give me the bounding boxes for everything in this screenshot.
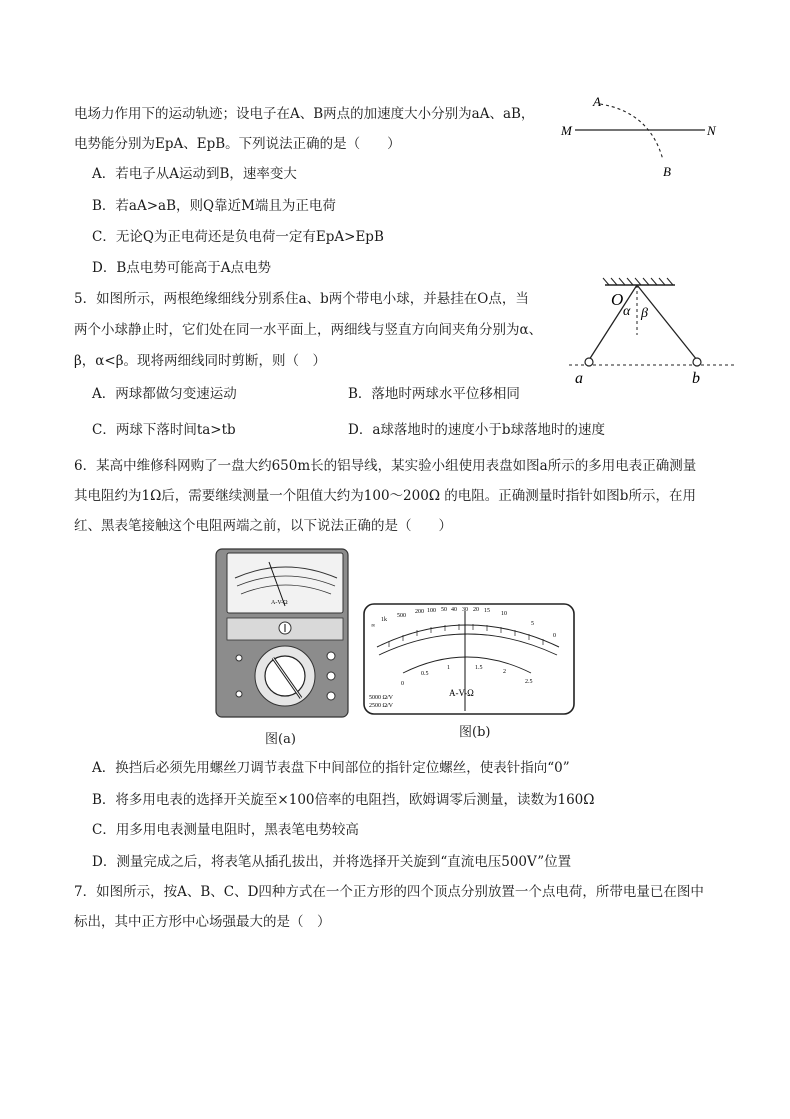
ohm-label-20: 20 [473,607,479,613]
ohm-label-200: 200 [415,609,424,615]
label-beta: β [641,306,648,321]
label-b: B [663,164,671,179]
ohm-label-5: 5 [531,621,534,627]
ohm-label-1k: 1k [381,617,387,623]
ohm-label-10: 10 [501,611,507,617]
q5-line1: 5．如图所示，两根绝缘细线分别系住a、b两个带电小球，并悬挂在O点，当 [74,291,529,307]
q5-line2: 两个小球静止时，它们处在同一水平面上，两细线与竖直方向间夹角分别为α、 [74,322,543,338]
q4-trajectory-figure [555,90,735,185]
ohm-label-500: 500 [397,613,406,619]
v-label-1-5: 1.5 [475,665,483,671]
label-a: A [593,94,601,109]
q4-option-d: D．B点电势可能高于A点电势 [92,260,271,276]
ohm-label-100: 100 [427,608,436,614]
q4-option-b: B．若aA>aB，则Q靠近M端且为正电荷 [92,198,336,214]
v-label-2-5: 2.5 [525,679,533,685]
label-alpha: α [623,304,631,319]
q5-option-d: D．a球落地时的速度小于b球落地时的速度 [348,422,606,438]
caption-a: 图(a) [265,732,296,747]
label-o: O [611,290,624,309]
q4-line2: 电势能分别为EpA、EpB。下列说法正确的是（ ） [74,136,401,152]
q6-line1: 6．某高中维修科网购了一盘大约650m长的铝导线，某实验小组使用表盘如图a所示的多用电表正确测量 [74,458,697,474]
q5-line3: β，α<β。现将两细线同时剪断，则（ ） [74,353,327,369]
label-m: M [561,123,572,138]
string-b [637,285,697,360]
v-label-0: 0 [401,681,404,687]
ohm-label-15: 15 [484,608,490,614]
q7-line2: 标出，其中正方形中心场强最大的是（ ） [74,914,331,930]
sensitivity-2: 2500 Ω/V [369,703,393,709]
trajectory-arc [600,104,663,160]
q5-option-a: A．两球都做匀变速运动 [92,386,237,402]
dial-b-label: A-V-Ω [449,688,474,698]
label-a-ball: a [575,370,583,387]
q6-option-a: A．换挡后必须先用螺丝刀调节表盘下中间部位的指针定位螺丝，使表针指向“0” [92,760,570,776]
ohm-label-0: 0 [553,633,556,639]
sensitivity-1: 5000 Ω/V [369,695,393,701]
label-b-ball: b [692,370,700,387]
ohm-label-inf: ∞ [371,623,376,629]
ohm-label-40: 40 [451,607,457,613]
q4-option-c: C．无论Q为正电荷还是负电荷一定有EpA>EpB [92,229,384,245]
q5-pendulum-figure [565,275,745,390]
v-label-0-5: 0.5 [421,671,429,677]
ball-b [693,358,701,366]
q7-line1: 7．如图所示，按A、B、C、D四种方式在一个正方形的四个顶点分别放置一个点电荷，所带电量已在图中 [74,884,704,900]
q6-option-b: B．将多用电表的选择开关旋至×100倍率的电阻挡，欧姆调零后测量，读数为160Ω [92,792,595,808]
caption-b: 图(b) [459,725,491,740]
q5-option-b: B．落地时两球水平位移相同 [348,386,520,402]
q4-option-a: A．若电子从A运动到B，速率变大 [92,166,297,182]
multimeter-figure-a [215,548,349,720]
q6-option-c: C．用多用电表测量电阻时，黑表笔电势较高 [92,822,359,838]
face-label: A-V-Ω [271,600,288,606]
ball-a [585,358,593,366]
q6-option-d: D．测量完成之后，将表笔从插孔拔出，并将选择开关旋到“直流电压500V”位置 [92,854,572,870]
v-label-1: 1 [447,665,450,671]
q4-line1: 电场力作用下的运动轨迹；设电子在A、B两点的加速度大小分别为aA、aB， [74,106,535,122]
label-n: N [707,123,716,138]
q6-line2: 其电阻约为1Ω后，需要继续测量一个阻值大约为100～200Ω 的电阻。正确测量时指针如图b所示，在用 [74,488,696,504]
dial-figure-b [363,603,575,716]
q6-line3: 红、黑表笔接触这个电阻两端之前，以下说法正确的是（ ） [74,518,452,534]
ohm-label-30: 30 [462,607,468,613]
ohm-label-50: 50 [441,607,447,613]
v-label-2: 2 [503,669,506,675]
q5-option-c: C．两球下落时间ta>tb [92,422,236,438]
